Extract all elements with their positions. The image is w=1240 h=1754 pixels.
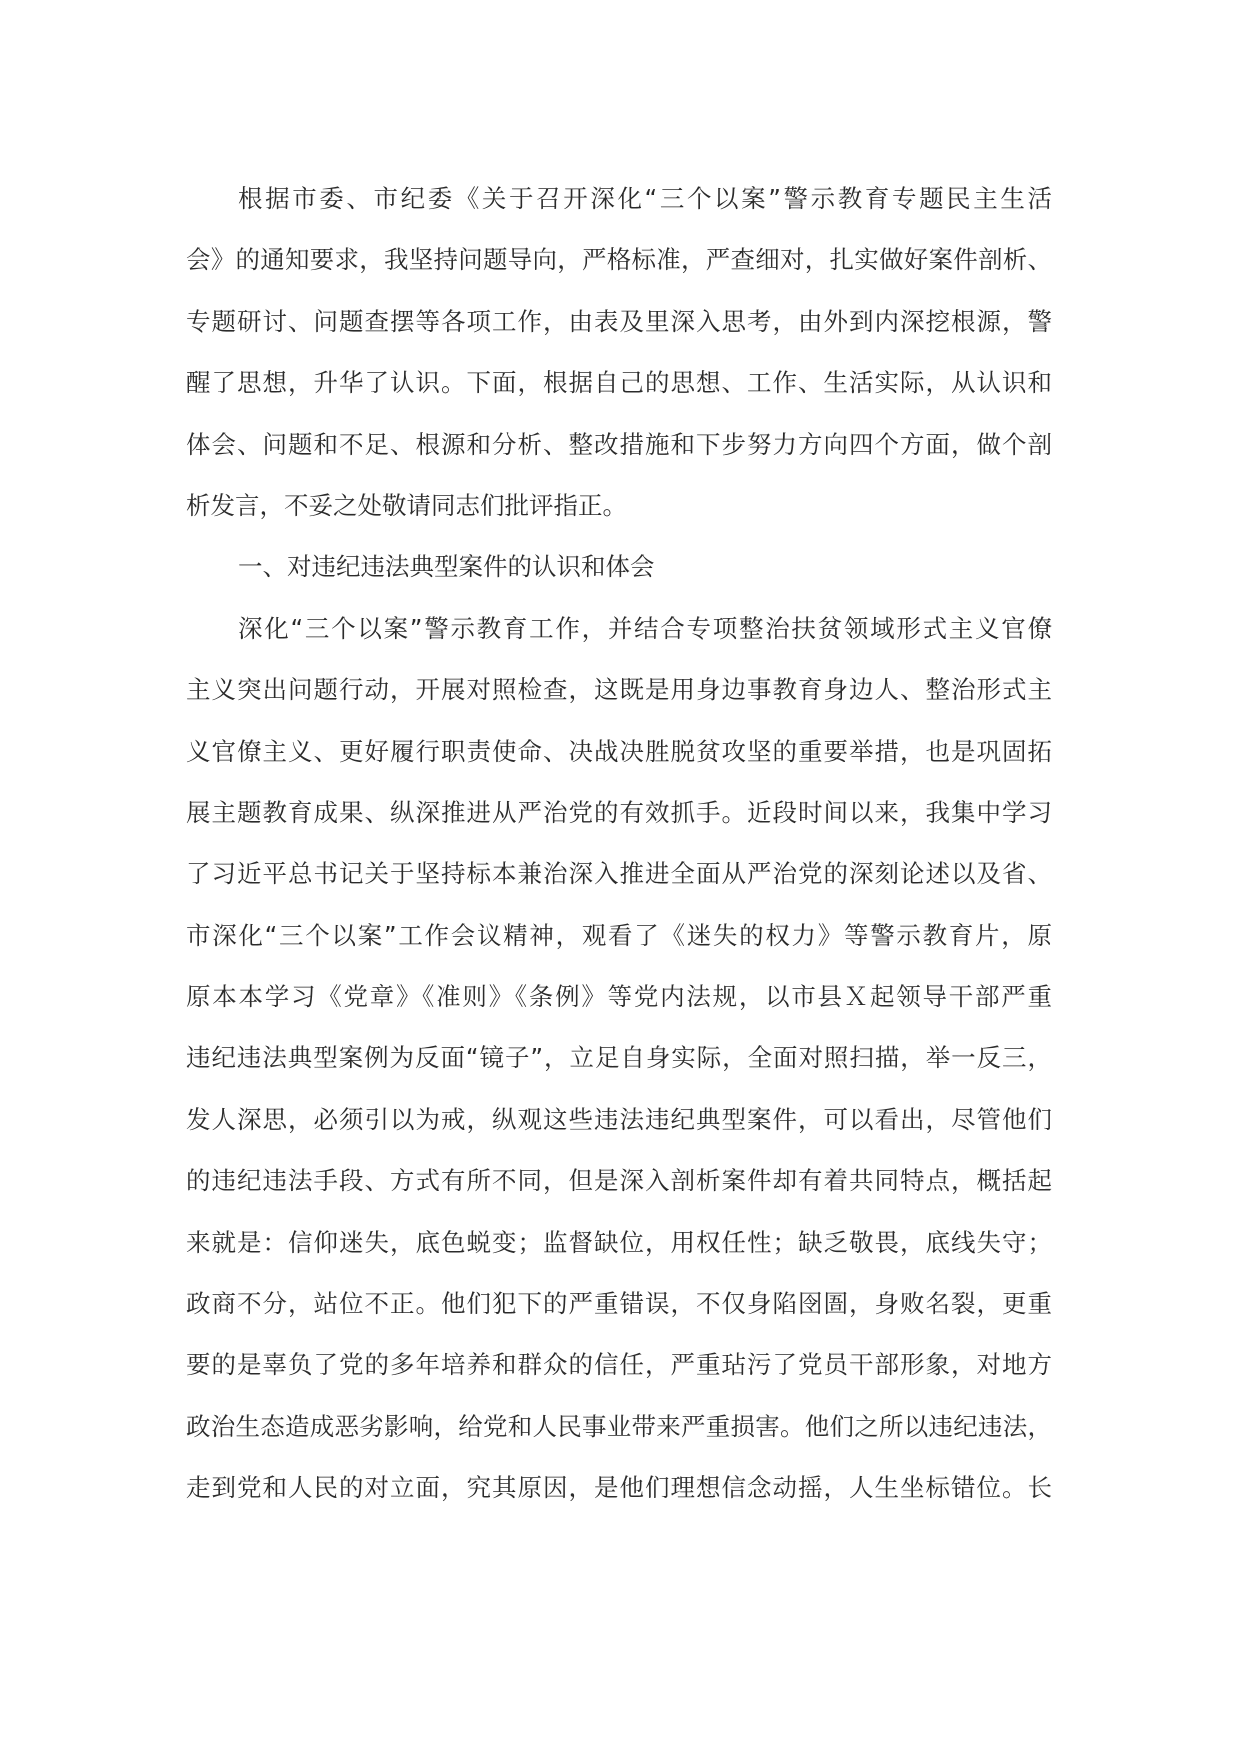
paragraph-2-line-15: 走到党和人民的对立面，究其原因，是他们理想信念动摇，人生坐标错位。长 [186,1473,1052,1503]
paragraph-2-line-7: 原本本学习《党章》《准则》《条例》等党内法规，以市县Ｘ起领导干部严重 [186,982,1052,1012]
paragraph-2-line-5: 了习近平总书记关于坚持标本兼治深入推进全面从严治党的深刻论述以及省、 [186,859,1052,889]
paragraph-2-line-13: 要的是辜负了党的多年培养和群众的信任，严重玷污了党员干部形象，对地方 [186,1350,1052,1380]
paragraph-2-line-3: 义官僚主义、更好履行职责使命、决战决胜脱贫攻坚的重要举措，也是巩固拓 [186,736,1052,766]
paragraph-1-line-4: 醒了思想，升华了认识。下面，根据自己的思想、工作、生活实际，从认识和 [186,368,1052,398]
paragraph-2-line-1: 深化“三个以案”警示教育工作，并结合专项整治扶贫领域形式主义官僚 [238,613,1052,643]
paragraph-1-line-6: 析发言，不妥之处敬请同志们批评指正。 [186,490,627,520]
paragraph-2-line-6: 市深化“三个以案”工作会议精神，观看了《迷失的权力》等警示教育片，原 [186,920,1052,950]
paragraph-2-line-14: 政治生态造成恶劣影响，给党和人民事业带来严重损害。他们之所以违纪违法， [186,1411,1052,1441]
paragraph-2-line-4: 展主题教育成果、纵深推进从严治党的有效抓手。近段时间以来，我集中学习 [186,797,1052,827]
paragraph-2-line-11: 来就是：信仰迷失，底色蜕变；监督缺位，用权任性；缺乏敬畏，底线失守； [186,1227,1052,1257]
paragraph-2-line-12: 政商不分，站位不正。他们犯下的严重错误，不仅身陷囹圄，身败名裂，更重 [186,1289,1052,1319]
paragraph-2-line-2: 主义突出问题行动，开展对照检查，这既是用身边事教育身边人、整治形式主 [186,675,1052,705]
paragraph-1-line-1: 根据市委、市纪委《关于召开深化“三个以案”警示教育专题民主生活 [238,184,1052,213]
document-body [186,168,1052,1519]
paragraph-1-line-3: 专题研讨、问题查摆等各项工作，由表及里深入思考，由外到内深挖根源，警 [186,306,1052,336]
paragraph-2-line-10: 的违纪违法手段、方式有所不同，但是深入剖析案件却有着共同特点，概括起 [186,1166,1052,1196]
paragraph-2-line-9: 发人深思，必须引以为戒，纵观这些违法违纪典型案件，可以看出，尽管他们 [186,1104,1052,1134]
paragraph-2-line-8: 违纪违法典型案例为反面“镜子”，立足自身实际，全面对照扫描，举一反三， [186,1043,1052,1073]
paragraph-1-line-5: 体会、问题和不足、根源和分析、整改措施和下步努力方向四个方面，做个剖 [186,429,1052,459]
paragraph-1-line-2: 会》的通知要求，我坚持问题导向，严格标准，严查细对，扎实做好案件剖析、 [186,245,1052,275]
section-heading-1: 一、对违纪违法典型案件的认识和体会 [238,552,655,582]
